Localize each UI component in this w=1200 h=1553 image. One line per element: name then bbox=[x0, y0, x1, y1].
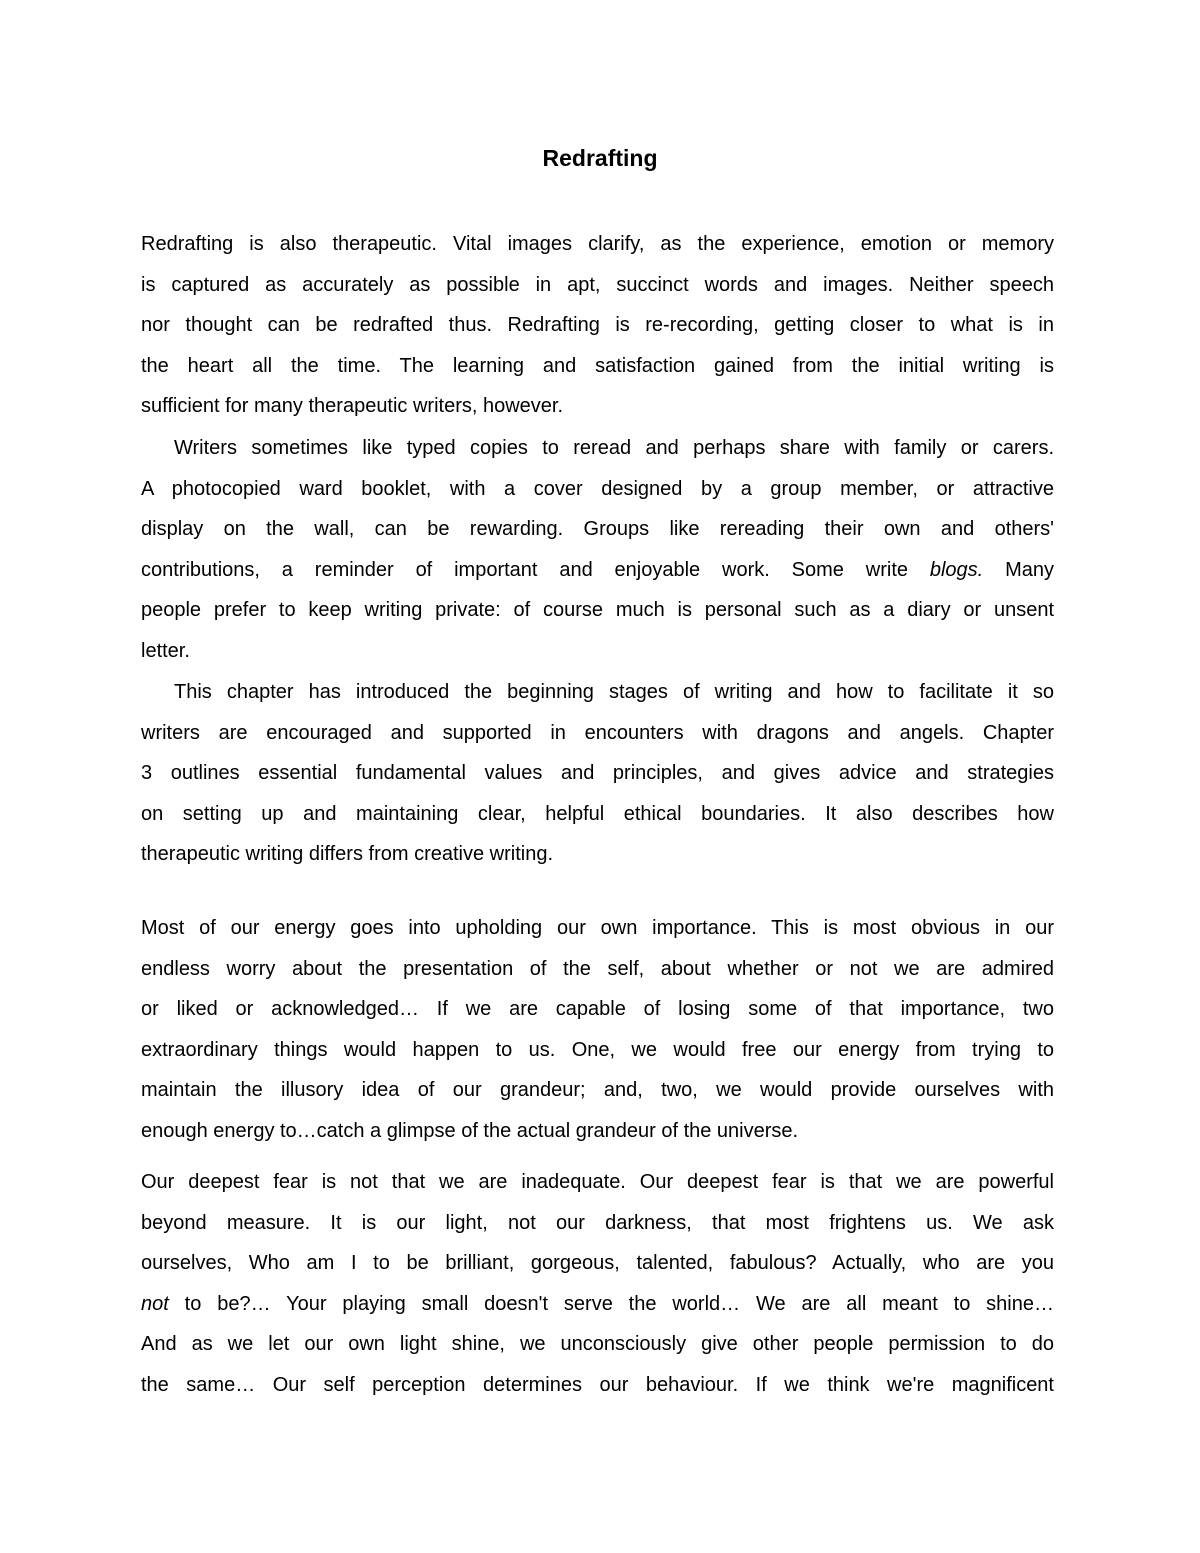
text-line: Our deepest fear is not that we are inadequate. Our deepest fear is that we are powerful bbox=[141, 1171, 1054, 1193]
text-line: A photocopied ward booklet, with a cover designed by a group member, or attractive bbox=[141, 477, 1054, 500]
text-line: And as we let our own light shine, we unconsciously give other people permission to do bbox=[141, 1333, 1054, 1356]
text-line: therapeutic writing differs from creative writing. bbox=[141, 843, 554, 866]
text-line: extraordinary things would happen to us. One, we would free our energy from trying to bbox=[141, 1038, 1054, 1061]
text-line: maintain the illusory idea of our grandeur; and, two, we would provide ourselves with bbox=[141, 1079, 1054, 1102]
text-line: Most of our energy goes into upholding our own importance. This is most obvious in our bbox=[141, 917, 1054, 939]
paragraph-chapter-summary bbox=[141, 672, 1054, 875]
text-line: sufficient for many therapeutic writers, however. bbox=[141, 395, 564, 418]
text-line: or liked or acknowledged… If we are capable of losing some of that importance, two bbox=[141, 998, 1054, 1021]
text-line: is captured as accurately as possible in apt, succinct words and images. Neither speech bbox=[141, 273, 1054, 296]
text-line: display on the wall, can be rewarding. Groups like rereading their own and others' bbox=[141, 518, 1054, 541]
text-line: people prefer to keep writing private: of course much is personal such as a diary or unsent bbox=[141, 599, 1054, 622]
text-line bbox=[141, 550, 1054, 591]
text-run: to be?… Your playing small doesn't serve the world… We are all meant to shine… bbox=[168, 1292, 1054, 1315]
text-line: ourselves, Who am I to be brilliant, gorgeous, talented, fabulous? Actually, who are you bbox=[141, 1252, 1054, 1275]
text-line: the same… Our self perception determines our behaviour. If we think we're magnificent bbox=[141, 1373, 1054, 1396]
text-run: contributions, a reminder of important and enjoyable work. Some write bbox=[141, 558, 930, 581]
text-line: endless worry about the presentation of the self, about whether or not we are admired bbox=[141, 957, 1054, 980]
text-line: This chapter has introduced the beginning stages of writing and how to facilitate it so bbox=[174, 681, 1054, 703]
page-title: Redrafting bbox=[542, 145, 658, 171]
text-line: Writers sometimes like typed copies to reread and perhaps share with family or carers. bbox=[174, 437, 1054, 459]
text-line: beyond measure. It is our light, not our darkness, that most frightens us. We ask bbox=[141, 1211, 1054, 1234]
text-line bbox=[141, 1284, 1054, 1325]
text-line: letter. bbox=[141, 639, 190, 662]
italic-word-blogs: blogs. bbox=[929, 558, 984, 581]
text-line: writers are encouraged and supported in encounters with dragons and angels. Chapter bbox=[141, 721, 1054, 744]
paragraph-redrafting bbox=[141, 224, 1054, 427]
text-line: on setting up and maintaining clear, helpful ethical boundaries. It also describes how bbox=[141, 802, 1054, 825]
quote-deepest-fear bbox=[141, 1162, 1054, 1406]
text-line: enough energy to…catch a glimpse of the actual grandeur of the universe. bbox=[141, 1119, 799, 1142]
italic-word-not: not bbox=[141, 1292, 169, 1315]
paragraph-typed-copies bbox=[141, 428, 1054, 672]
text-line: the heart all the time. The learning and satisfaction gained from the initial writing is bbox=[141, 354, 1054, 377]
text-line: nor thought can be redrafted thus. Redrafting is re-recording, getting closer to what is in bbox=[141, 314, 1054, 337]
text-line: 3 outlines essential fundamental values and principles, and gives advice and strategies bbox=[141, 762, 1054, 785]
text-line: Redrafting is also therapeutic. Vital images clarify, as the experience, emotion or memory bbox=[141, 233, 1054, 255]
quote-importance bbox=[141, 908, 1054, 1152]
text-run: Many bbox=[983, 558, 1054, 581]
